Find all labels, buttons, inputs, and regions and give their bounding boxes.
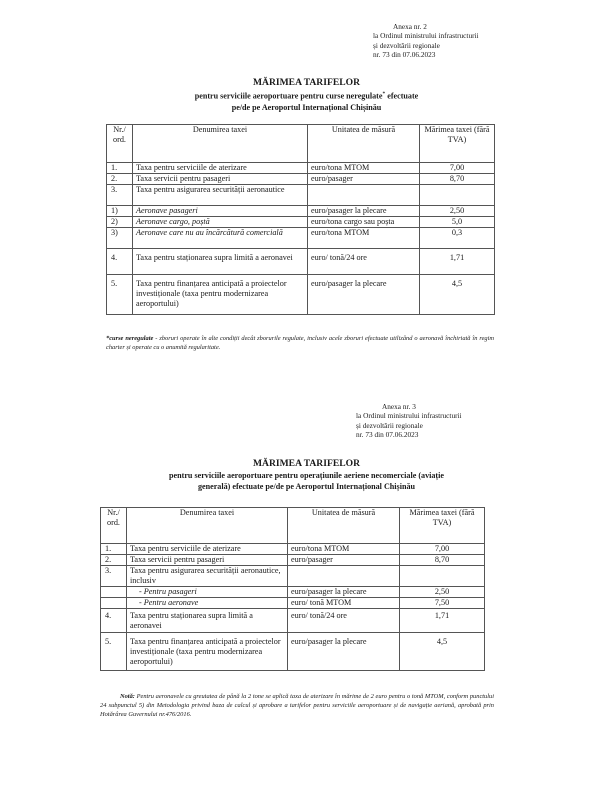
row-name: Taxa pentru asigurarea securității aeronautice [133,185,308,206]
row-unit: euro/pasager la plecare [308,206,420,217]
annex3-ministry-line: și dezvoltării regionale [356,420,423,430]
row-nr: 3) [107,228,133,249]
row-value [420,185,495,206]
annex2-order-line: la Ordinul ministrului infrastructurii [373,31,479,41]
header-unit: Unitatea de măsură [308,125,420,163]
row-name: Taxa pentru staționarea supra limită a aeronavei [133,249,308,275]
header-value: Mărimea taxei (fără TVA) [400,508,485,544]
annex2-footnote [106,334,494,352]
row-nr [101,598,127,609]
row-name: Taxa pentru serviciile de aterizare [133,163,308,174]
row-unit [288,566,400,587]
row-value: 7,00 [400,544,485,555]
header-name: Denumirea taxei [127,508,288,544]
annex2-number: Anexa nr. 2 [393,22,427,31]
annex2-reference [373,22,479,60]
header-value: Mărimea taxei (fără TVA) [420,125,495,163]
annex3-subtitle-line2: generală) efectuate pe/de pe Aeroportul Internațional Chișinău [197,482,416,491]
row-value: 8,70 [400,555,485,566]
annex2-subtitle-asterisk: * [382,91,386,97]
table-row [107,206,495,217]
row-name: Aeronave care nu au încărcătură comercială [133,228,308,249]
table-header-row [107,125,495,163]
row-value: 1,71 [400,609,485,633]
row-unit: euro/pasager la plecare [308,275,420,315]
row-name: Aeronave pasageri [133,206,308,217]
note-text: Pentru aeronavele cu greutatea de până la 2 tone se aplică taxa de aterizare în mărime de 2 euro pentru o tonă MTOM, conform punctului 24 subpunctul 5) din Metodologia privind baza de calcul și aprobare a tarifelor pentru serviciile aeroportuare și de navigație aeriană, aprobată prin Hotărârea Guvernului nr.476/2016. [100,693,494,718]
annex3-title: MĂRIMEA TARIFELOR [252,458,361,469]
row-value: 4,5 [420,275,495,315]
annex3-number: Anexa nr. 3 [382,402,416,411]
row-nr: 2. [107,174,133,185]
table-row [101,598,485,609]
annex3-note [100,692,494,719]
annex2-title: MĂRIMEA TARIFELOR [252,77,361,88]
row-nr: 5. [101,633,127,671]
annex3-order-line: la Ordinul ministrului infrastructurii [356,411,462,421]
row-unit: euro/tona MTOM [308,228,420,249]
row-value: 2,50 [420,206,495,217]
table-row [101,555,485,566]
row-value: 7,00 [420,163,495,174]
table-row [101,587,485,598]
row-nr: 2) [107,217,133,228]
row-name: Taxa pentru staționarea supra limită a aeronavei [127,609,288,633]
annex2-subtitle [0,89,613,113]
table-row [107,249,495,275]
row-nr: 1. [101,544,127,555]
row-name: Taxa servicii pentru pasageri [133,174,308,185]
row-nr: 4. [107,249,133,275]
row-nr: 2. [101,555,127,566]
annex2-tariff-table [106,124,495,315]
row-unit [308,185,420,206]
annex3-tariff-table [100,507,485,671]
row-value: 8,70 [420,174,495,185]
table-row [101,609,485,633]
table-row [107,163,495,174]
row-value: 0,3 [420,228,495,249]
row-unit: euro/ tonă/24 ore [288,609,400,633]
row-nr: 5. [107,275,133,315]
row-nr: 4. [101,609,127,633]
row-name: Taxa pentru serviciile de aterizare [127,544,288,555]
row-name: - Pentru pasageri [127,587,288,598]
row-unit: euro/tona MTOM [308,163,420,174]
row-name: Aeronave cargo, poștă [133,217,308,228]
annex3-reference [356,402,462,440]
header-nr: Nr./ ord. [101,508,127,544]
row-nr: 3. [101,566,127,587]
row-unit: euro/pasager la plecare [288,633,400,671]
row-value: 4,5 [400,633,485,671]
row-unit: euro/ tonă MTOM [288,598,400,609]
row-name: Taxa pentru finanțarea anticipată a proiectelor investiționale (taxa pentru modernizarea aeroportului) [133,275,308,315]
table-row [107,185,495,206]
row-value: 2,50 [400,587,485,598]
row-unit: euro/tona MTOM [288,544,400,555]
header-unit: Unitatea de măsură [288,508,400,544]
header-name: Denumirea taxei [133,125,308,163]
row-value: 5,0 [420,217,495,228]
table-row [107,275,495,315]
header-nr: Nr./ ord. [107,125,133,163]
row-unit: euro/pasager [308,174,420,185]
table-header-row [101,508,485,544]
row-unit: euro/tona cargo sau poșta [308,217,420,228]
table-row [101,544,485,555]
row-unit: euro/pasager [288,555,400,566]
row-nr: 3. [107,185,133,206]
annex2-subtitle-part2: efectuate [385,91,419,101]
row-unit: euro/ tonă/24 ore [308,249,420,275]
annex2-subtitle-part1: pentru serviciile aeroportuare pentru curse neregulate [194,91,383,101]
annex2-subtitle-line2: pe/de pe Aeroportul Internațional Chișinău [231,102,382,112]
row-value: 7,50 [400,598,485,609]
row-name: Taxa pentru asigurarea securității aeronautice, inclusiv [127,566,288,587]
row-value: 1,71 [420,249,495,275]
table-row [107,228,495,249]
annex2-order-number: nr. 73 din 07.06.2023 [373,50,436,60]
table-row [101,566,485,587]
annex3-subtitle-line1: pentru serviciile aeroportuare pentru operațiunile aeriene necomerciale (aviație [169,471,444,480]
row-unit: euro/pasager la plecare [288,587,400,598]
row-name: Taxa pentru finanțarea anticipată a proiectelor investiționale (taxa pentru modernizarea aeroportului) [127,633,288,671]
footnote-term: *curse neregulate [106,335,154,342]
row-nr: 1) [107,206,133,217]
table-row [107,217,495,228]
annex2-ministry-line: și dezvoltării regionale [373,40,440,50]
annex3-subtitle [0,470,613,492]
footnote-text: - zboruri operate în alte condiții decât zborurile regulate, inclusiv acele zboruri efectuate utilizând o aeronavă închiriată în regim charter și operate cu o anumită regularitate. [106,335,494,351]
table-row [107,174,495,185]
row-nr [101,587,127,598]
table-row [101,633,485,671]
row-nr: 1. [107,163,133,174]
row-name: Taxa servicii pentru pasageri [127,555,288,566]
note-term: Notă: [120,693,135,700]
row-value [400,566,485,587]
annex3-order-number: nr. 73 din 07.06.2023 [356,430,419,440]
row-name: - Pentru aeronave [127,598,288,609]
